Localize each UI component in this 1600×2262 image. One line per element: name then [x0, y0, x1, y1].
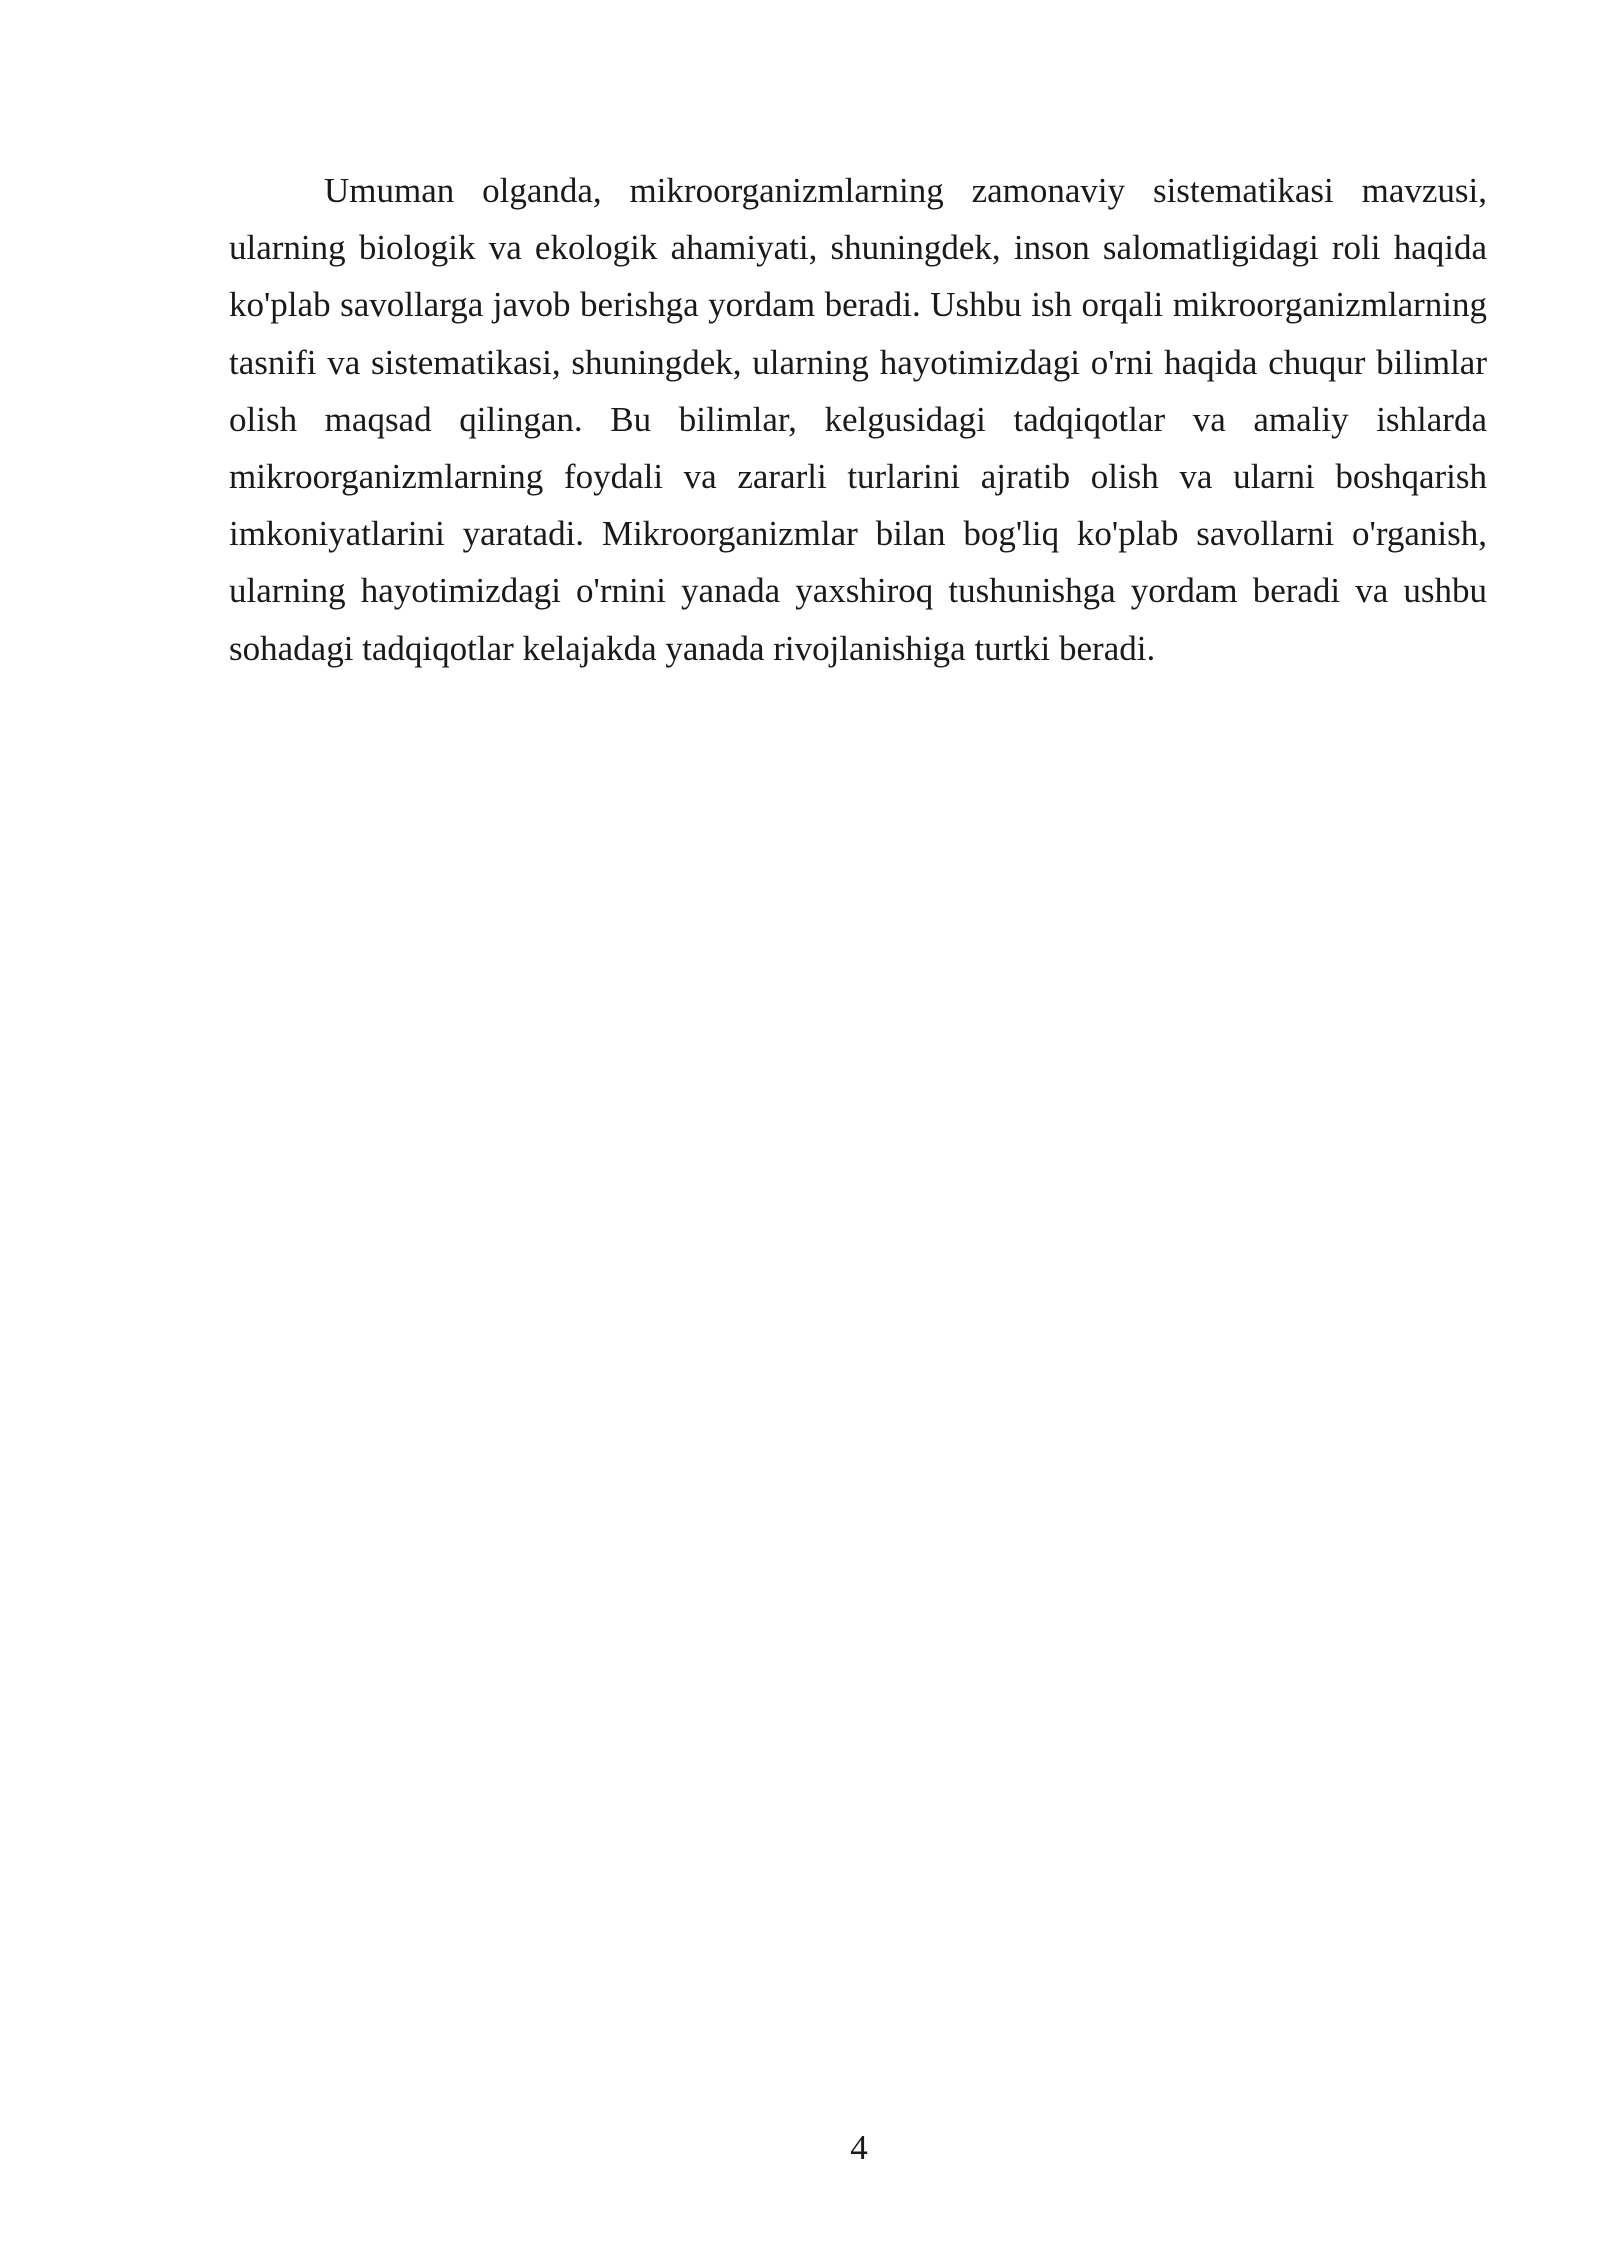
page-number: 4	[850, 2128, 868, 2167]
body-paragraph: Umuman olganda, mikroorganizmlarning zamonaviy sistematikasi mavzusi, ularning biologik va ekologik ahamiyati, shuningdek, inson salomatligidagi roli haqida ko'plab savollarga javob berishga yordam beradi. Ushbu ish orqali mikroorganizmlarning tasnifi va sistematikasi, shuningdek, ularning hayotimizdagi o'rni haqida chuqur bilimlar olish maqsad qilingan. Bu bilimlar, kelgusidagi tadqiqotlar va amaliy ishlarda mikroorganizmlarning foydali va zararli turlarini ajratib olish va ularni boshqarish imkoniyatlarini yaratadi. Mikroorganizmlar bilan bog'liq ko'plab savollarni o'rganish, ularning hayotimizdagi o'rnini yanada yaxshiroq tushunishga yordam beradi va ushbu sohadagi tadqiqotlar kelajakda yanada rivojlanishiga turtki beradi.	[229, 171, 1487, 668]
